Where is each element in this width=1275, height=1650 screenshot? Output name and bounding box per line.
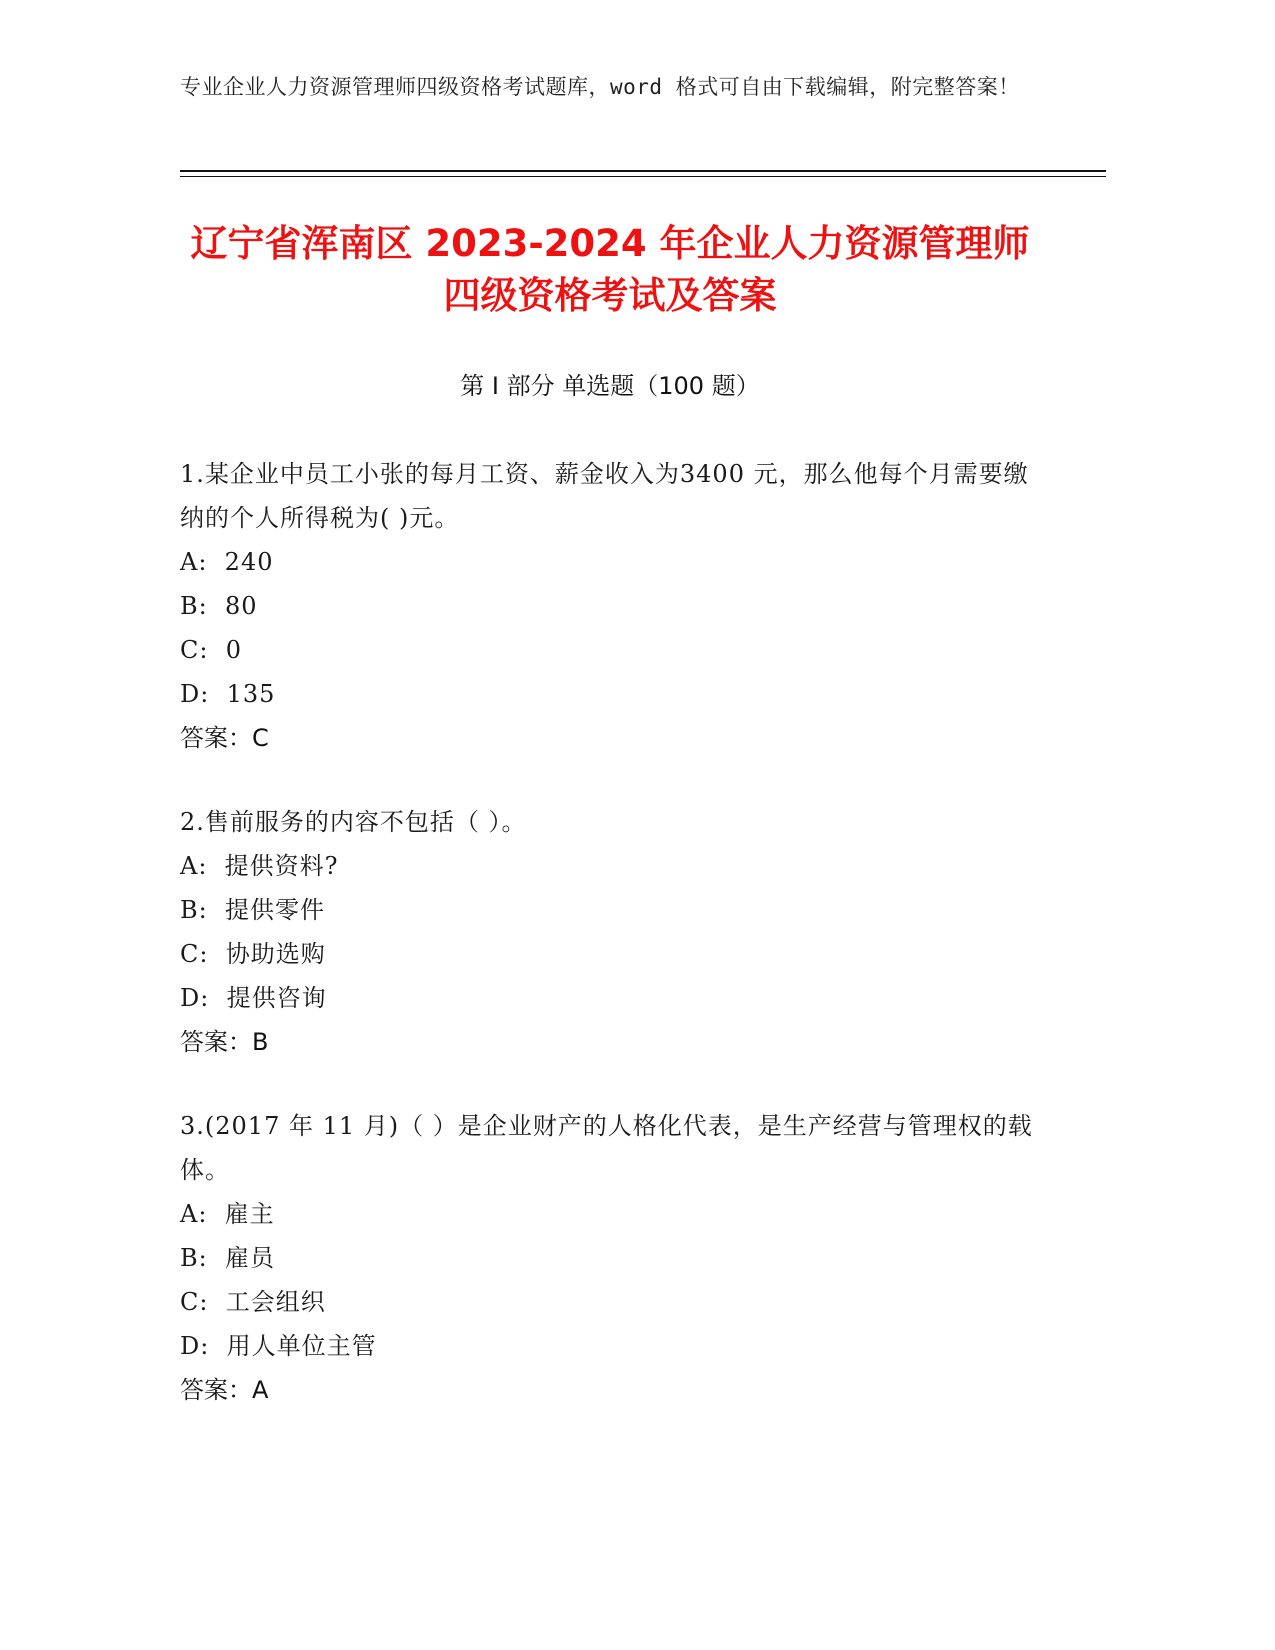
option-c: C: 工会组织	[180, 1288, 326, 1316]
question-1	[180, 452, 1040, 760]
question-list	[180, 452, 1040, 1452]
header-divider-thin	[180, 176, 1106, 177]
option-d: D: 135	[180, 680, 276, 708]
answer-line: 答案：B	[180, 1028, 269, 1056]
header-note: 专业企业人力资源管理师四级资格考试题库，word 格式可自由下载编辑，附完整答案！	[180, 75, 1020, 99]
question-3	[180, 1104, 1040, 1412]
option-b: B: 80	[180, 592, 258, 620]
question-2	[180, 800, 1040, 1064]
section-heading: 第 I 部分 单选题（100 题）	[460, 372, 760, 400]
option-d: D: 用人单位主管	[180, 1332, 377, 1360]
question-stem: 1.某企业中员工小张的每月工资、薪金收入为3400 元，那么他每个月需要缴纳的个人所得税为( )元。	[180, 460, 1029, 532]
question-stem: 2.售前服务的内容不包括（ ）。	[180, 808, 527, 836]
answer-line: 答案：C	[180, 724, 269, 752]
option-a: A: 雇主	[180, 1200, 275, 1228]
option-b: B: 提供零件	[180, 896, 325, 924]
header-divider-thick	[180, 170, 1106, 172]
option-a: A: 提供资料?	[180, 852, 339, 880]
option-d: D: 提供咨询	[180, 984, 327, 1012]
answer-line: 答案：A	[180, 1376, 269, 1404]
question-stem: 3.(2017 年 11 月)（ ）是企业财产的人格化代表，是生产经营与管理权的载体。	[180, 1112, 1033, 1184]
document-title: 辽宁省浑南区 2023-2024 年企业人力资源管理师四级资格考试及答案	[190, 222, 1030, 317]
option-c: C: 协助选购	[180, 940, 326, 968]
option-c: C: 0	[180, 636, 242, 664]
option-a: A: 240	[180, 548, 274, 576]
option-b: B: 雇员	[180, 1244, 275, 1272]
